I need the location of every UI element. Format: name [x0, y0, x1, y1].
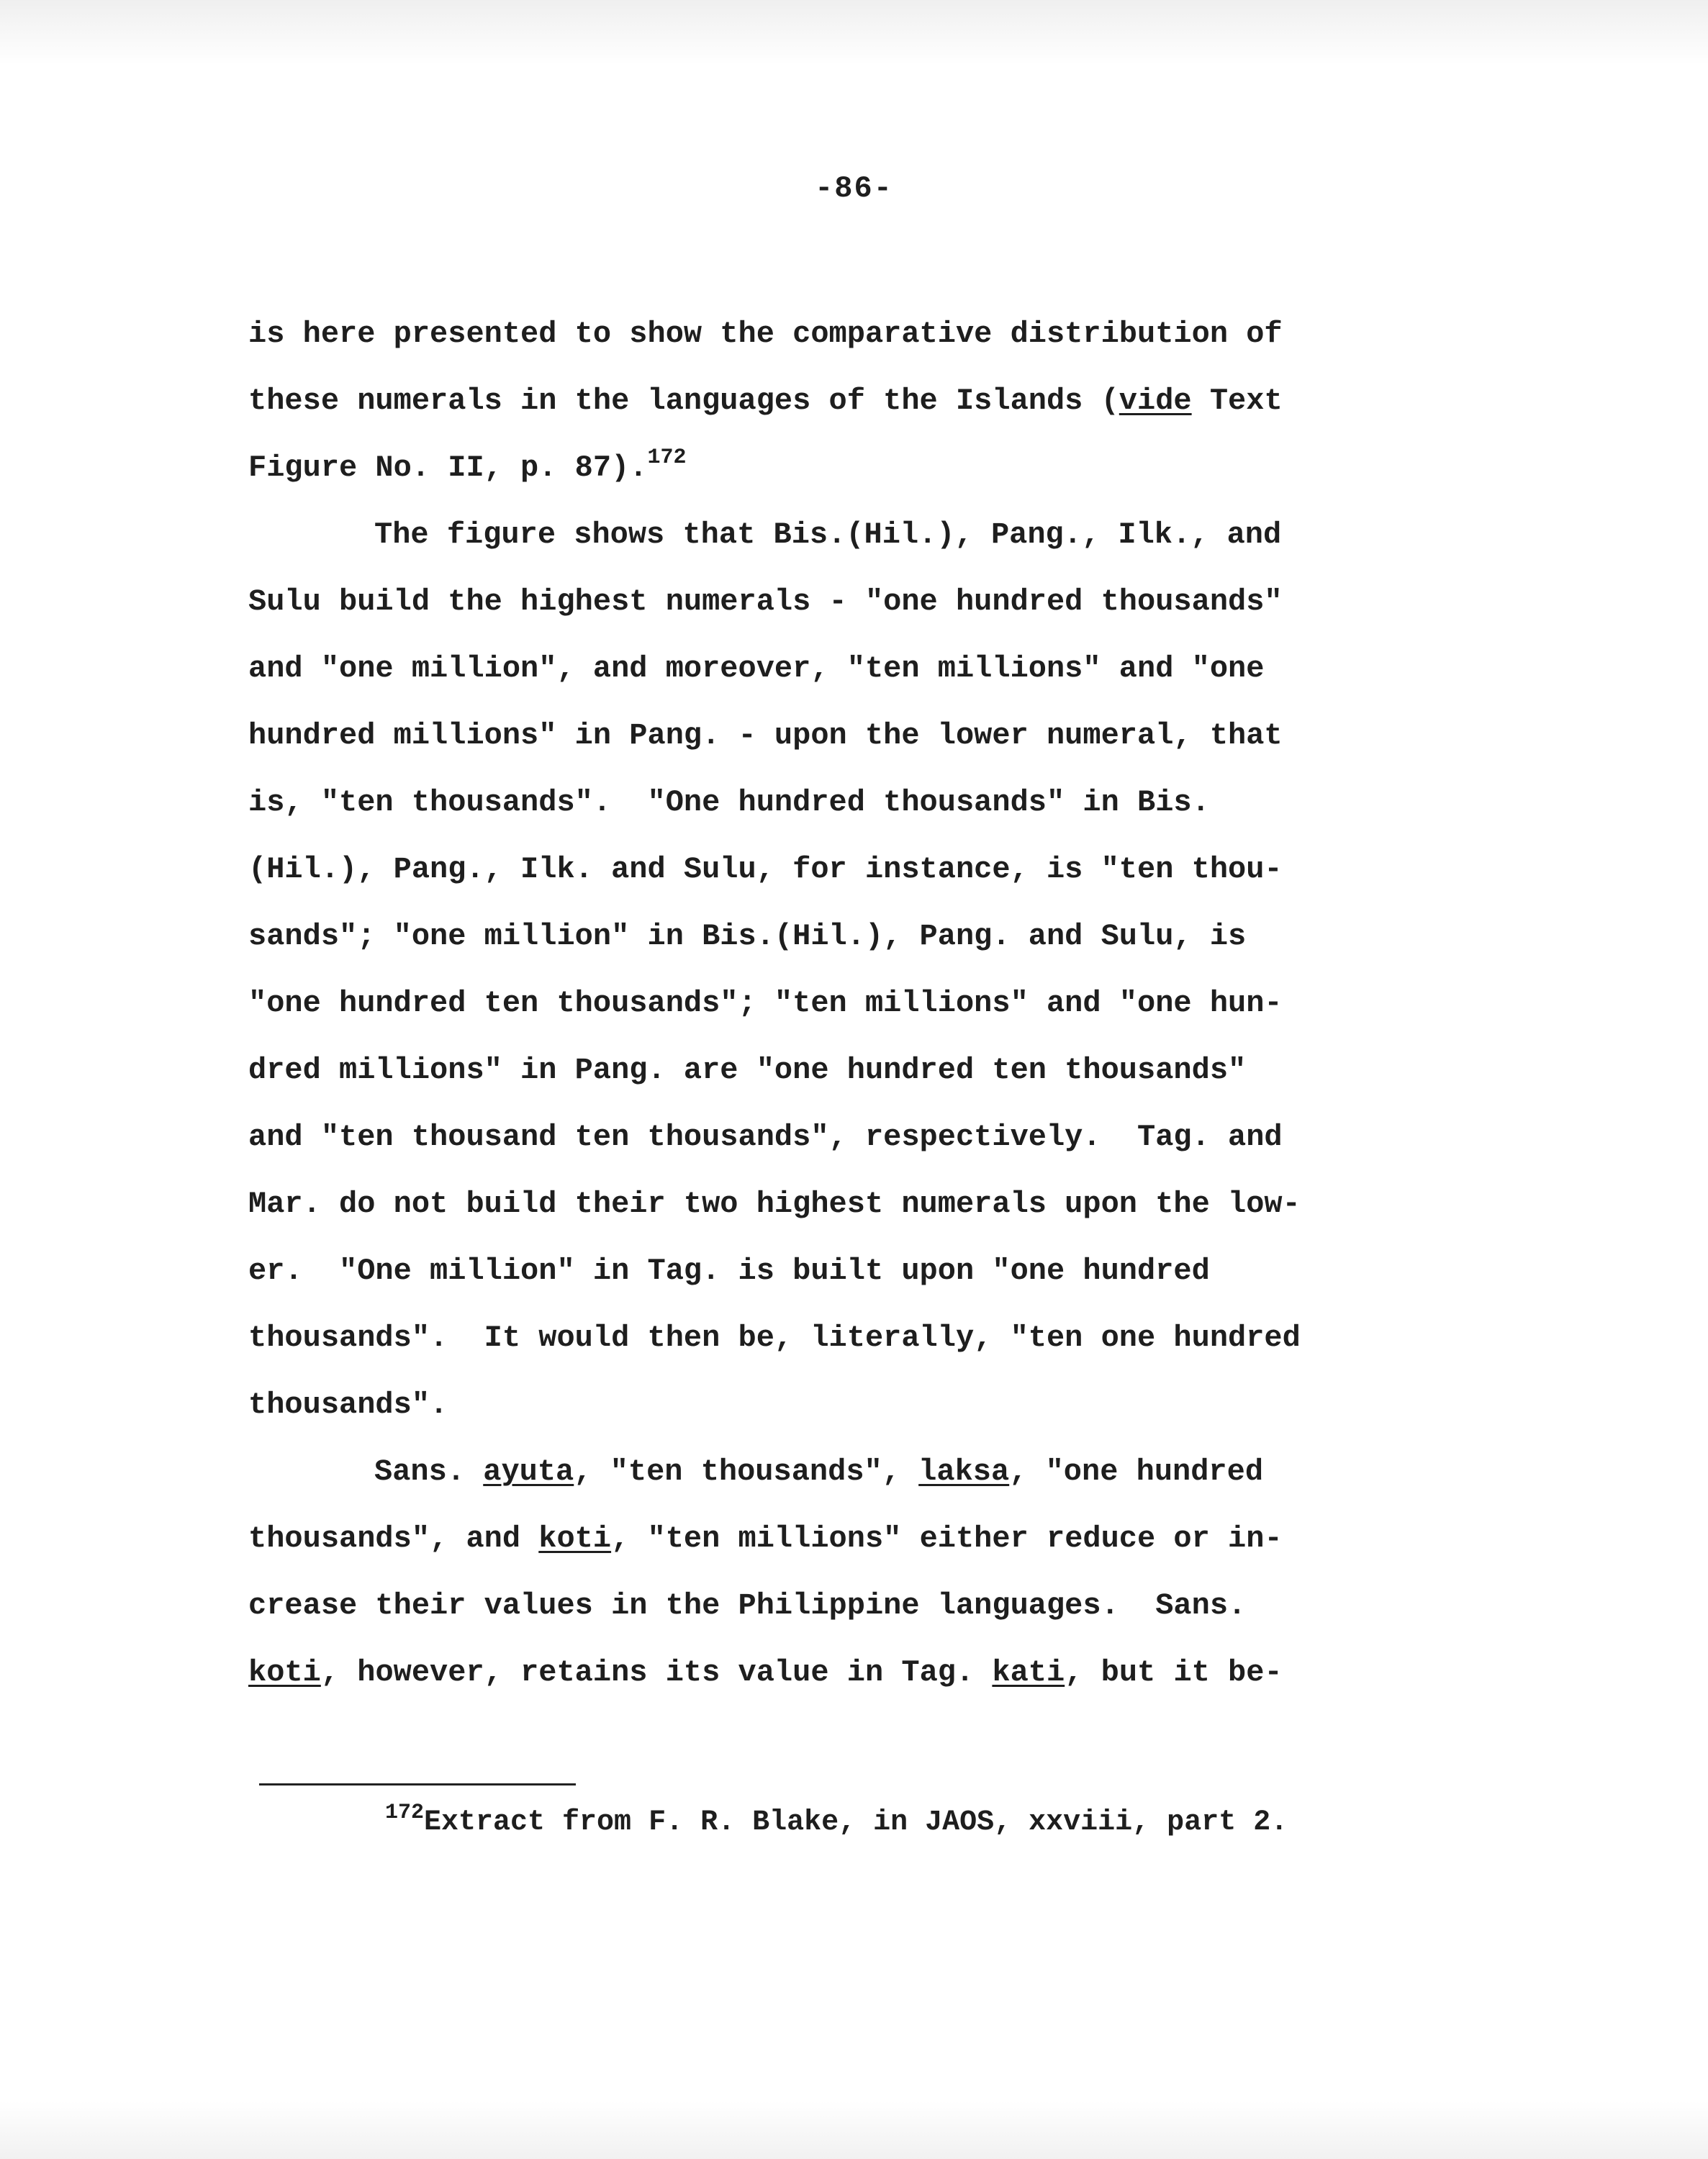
text-line: [248, 435, 1515, 502]
underlined-term: ayuta: [483, 1454, 574, 1489]
underlined-term: laksa: [918, 1454, 1010, 1489]
text-line: is, "ten thousands". "One hundred thousands" in Bis.: [248, 785, 1210, 820]
footnote: [385, 1801, 1288, 1839]
text-line: dred millions" in Pang. are "one hundred ten thousands": [248, 1053, 1247, 1087]
text-segment: , "ten thousands",: [574, 1454, 919, 1489]
body-text: [248, 301, 1515, 1706]
text-line: er. "One million" in Tag. is built upon "one hundred: [248, 1254, 1210, 1288]
text-line: crease their values in the Philippine languages. Sans.: [248, 1588, 1247, 1623]
text-line: [248, 1639, 1515, 1706]
text-line: is here presented to show the comparative distribution of: [248, 317, 1283, 351]
text-segment: Text: [1191, 384, 1283, 418]
text-line: hundred millions" in Pang. - upon the lower numeral, that: [248, 718, 1283, 753]
text-line: thousands". It would then be, literally, "ten one hundred: [248, 1321, 1301, 1355]
text-line: [248, 368, 1515, 435]
text-line: and "ten thousand ten thousands", respectively. Tag. and: [248, 1120, 1283, 1154]
footnote-reference: 172: [647, 445, 687, 470]
text-line: thousands".: [248, 1388, 448, 1422]
paragraph-first-line: [248, 1439, 1515, 1506]
text-segment: these numerals in the languages of the Islands (: [248, 384, 1119, 418]
underlined-term: kati: [992, 1655, 1065, 1690]
text-line: (Hil.), Pang., Ilk. and Sulu, for instance, is "ten thou-: [248, 852, 1283, 887]
underlined-term: vide: [1119, 384, 1192, 418]
text-line: Sulu build the highest numerals - "one hundred thousands": [248, 584, 1283, 619]
underlined-term: koti: [248, 1655, 321, 1690]
text-line: "one hundred ten thousands"; "ten millions" and "one hun-: [248, 986, 1283, 1020]
text-segment: , but it be-: [1065, 1655, 1283, 1690]
text-segment: thousands", and: [248, 1521, 539, 1556]
underlined-term: koti: [538, 1521, 612, 1556]
text-segment: Sans.: [374, 1454, 484, 1489]
text-line: [248, 1506, 1515, 1572]
text-line: Mar. do not build their two highest numerals upon the low-: [248, 1187, 1301, 1221]
text-segment: Figure No. II, p. 87).: [248, 451, 648, 485]
text-segment: , however, retains its value in Tag.: [320, 1655, 993, 1690]
text-segment: , "one hundred: [1009, 1454, 1264, 1489]
footnote-marker: 172: [385, 1801, 425, 1825]
text-segment: , "ten millions" either reduce or in-: [611, 1521, 1283, 1556]
paragraph-first-line: The figure shows that Bis.(Hil.), Pang., Ilk., and: [374, 517, 1282, 552]
page-number: -86-: [815, 171, 893, 206]
text-line: sands"; "one million" in Bis.(Hil.), Pang. and Sulu, is: [248, 919, 1247, 954]
footnote-text: Extract from F. R. Blake, in JAOS, xxviii, part 2.: [424, 1806, 1288, 1839]
text-line: and "one million", and moreover, "ten millions" and "one: [248, 651, 1265, 686]
footnote-divider: [259, 1783, 576, 1785]
